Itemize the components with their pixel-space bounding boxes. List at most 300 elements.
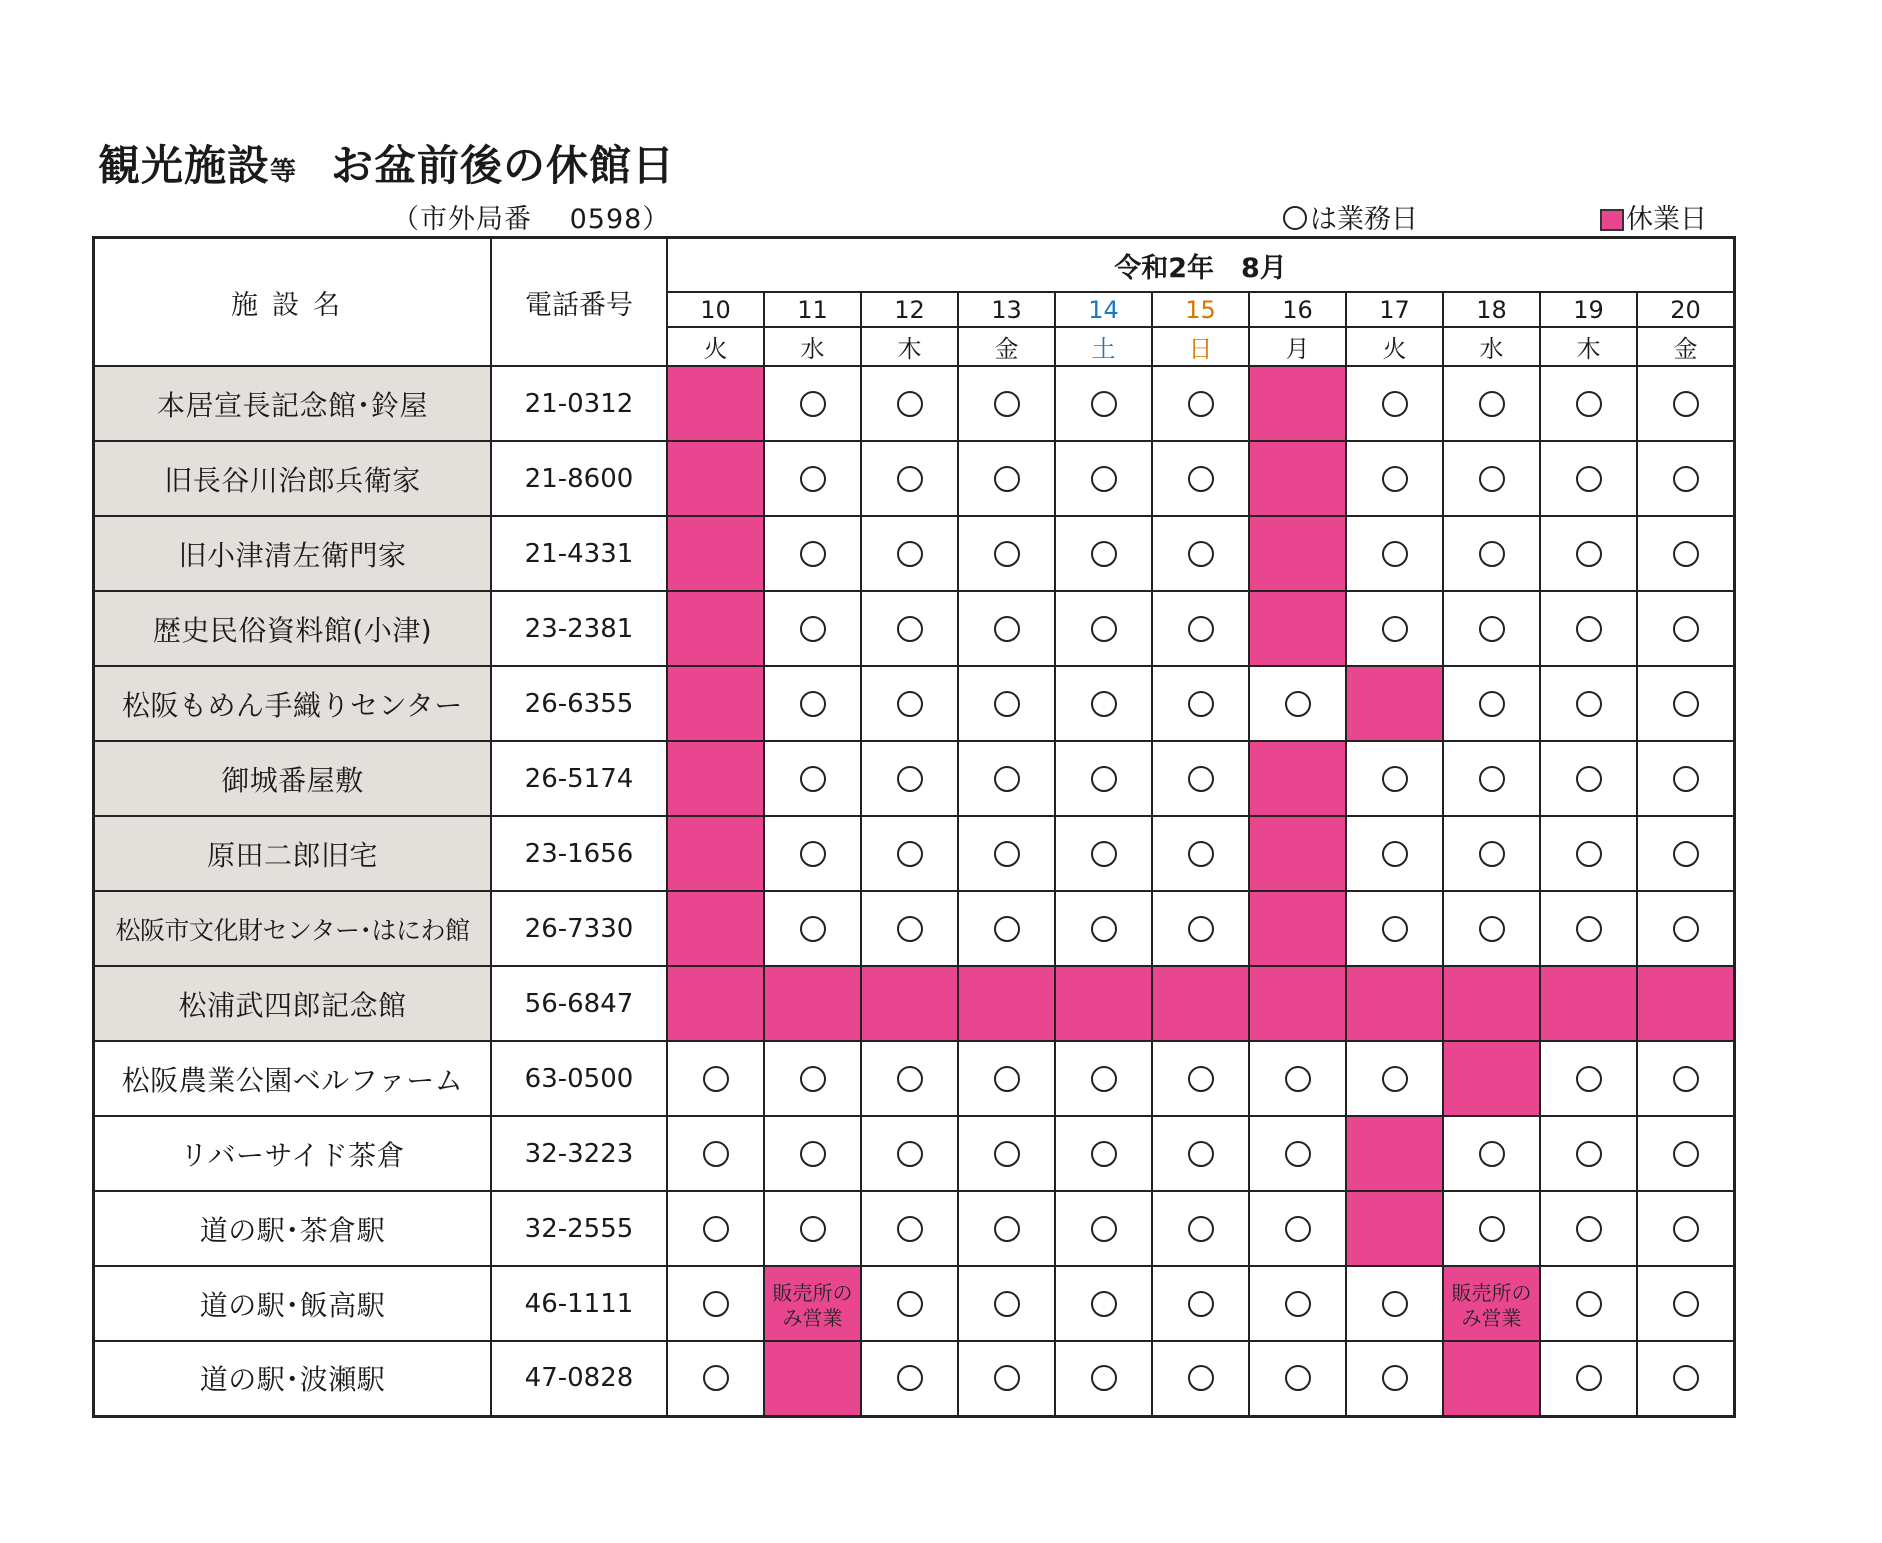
open-day-cell xyxy=(1540,1116,1637,1191)
circle-icon xyxy=(1188,691,1214,717)
open-day-cell xyxy=(1152,366,1249,441)
circle-icon xyxy=(1382,391,1408,417)
circle-icon xyxy=(994,766,1020,792)
circle-icon xyxy=(897,1141,923,1167)
open-day-cell xyxy=(958,516,1055,591)
header-day: 19 xyxy=(1540,292,1637,327)
open-day-cell xyxy=(1637,891,1735,966)
open-day-cell xyxy=(1055,1116,1152,1191)
table-row xyxy=(94,1341,1735,1416)
circle-icon xyxy=(800,916,826,942)
circle-icon xyxy=(703,1216,729,1242)
header-day: 11 xyxy=(764,292,861,327)
open-day-cell xyxy=(1540,591,1637,666)
title-subtitle: お盆前後の休館日 xyxy=(331,141,676,190)
open-day-cell xyxy=(1152,741,1249,816)
open-day-cell xyxy=(958,741,1055,816)
open-day-cell xyxy=(1443,366,1540,441)
pink-swatch-icon xyxy=(1600,209,1624,231)
circle-icon xyxy=(1091,1291,1117,1317)
circle-icon xyxy=(1188,541,1214,567)
legend-open xyxy=(1283,197,1418,236)
open-day-cell xyxy=(861,891,958,966)
open-day-cell xyxy=(1443,591,1540,666)
table-row xyxy=(94,666,1735,741)
facility-name: 松浦武四郎記念館 xyxy=(94,966,492,1041)
closed-day-cell xyxy=(667,591,764,666)
table-row xyxy=(94,441,1735,516)
closed-day-cell xyxy=(1249,441,1346,516)
partial-day-cell xyxy=(764,1266,861,1341)
open-day-cell xyxy=(1346,441,1443,516)
table-body xyxy=(94,366,1735,1416)
circle-icon xyxy=(1285,1365,1311,1391)
circle-icon xyxy=(994,616,1020,642)
facility-name: リバーサイド茶倉 xyxy=(94,1116,492,1191)
open-day-cell xyxy=(1152,1191,1249,1266)
header-day: 18 xyxy=(1443,292,1540,327)
circle-icon xyxy=(994,916,1020,942)
circle-icon xyxy=(800,391,826,417)
closed-day-cell xyxy=(1637,966,1735,1041)
header-weekday: 日 xyxy=(1152,327,1249,366)
header-weekday: 水 xyxy=(764,327,861,366)
facility-phone: 32-3223 xyxy=(491,1116,667,1191)
facility-name: 原田二郎旧宅 xyxy=(94,816,492,891)
circle-icon xyxy=(1673,841,1699,867)
open-day-cell xyxy=(861,441,958,516)
open-day-cell xyxy=(1055,666,1152,741)
circle-icon xyxy=(703,1141,729,1167)
closed-day-cell xyxy=(1249,591,1346,666)
open-day-cell xyxy=(958,1266,1055,1341)
facility-phone: 26-7330 xyxy=(491,891,667,966)
open-day-cell xyxy=(1152,1341,1249,1416)
open-day-cell xyxy=(861,516,958,591)
circle-icon xyxy=(1576,1216,1602,1242)
circle-icon xyxy=(1576,616,1602,642)
circle-icon xyxy=(1382,466,1408,492)
circle-icon xyxy=(1188,841,1214,867)
open-day-cell xyxy=(667,1041,764,1116)
open-day-cell xyxy=(1152,1266,1249,1341)
circle-icon xyxy=(1673,1365,1699,1391)
circle-icon xyxy=(1673,766,1699,792)
table-row xyxy=(94,591,1735,666)
open-day-cell xyxy=(1152,666,1249,741)
circle-icon xyxy=(703,1291,729,1317)
open-day-cell xyxy=(1152,591,1249,666)
partial-day-label: 販売所のみ営業 xyxy=(1451,1280,1532,1330)
circle-icon xyxy=(994,1216,1020,1242)
closed-day-cell xyxy=(1249,966,1346,1041)
circle-icon xyxy=(1673,1291,1699,1317)
open-day-cell xyxy=(1443,441,1540,516)
circle-icon xyxy=(1576,841,1602,867)
open-day-cell xyxy=(958,591,1055,666)
circle-icon xyxy=(1382,1365,1408,1391)
table-row xyxy=(94,966,1735,1041)
open-day-cell xyxy=(764,441,861,516)
open-day-cell xyxy=(1055,1041,1152,1116)
header-weekday: 火 xyxy=(667,327,764,366)
closed-day-cell xyxy=(667,816,764,891)
open-day-cell xyxy=(1249,666,1346,741)
header-day: 12 xyxy=(861,292,958,327)
circle-icon xyxy=(1382,616,1408,642)
circle-icon xyxy=(1479,841,1505,867)
circle-icon xyxy=(994,541,1020,567)
open-day-cell xyxy=(764,816,861,891)
circle-icon xyxy=(1188,1216,1214,1242)
open-day-cell xyxy=(764,1116,861,1191)
facility-name: 松阪市文化財センター･はにわ館 xyxy=(94,891,492,966)
open-day-cell xyxy=(1346,891,1443,966)
facility-phone: 26-6355 xyxy=(491,666,667,741)
header-weekday: 火 xyxy=(1346,327,1443,366)
closed-day-cell xyxy=(1249,516,1346,591)
open-day-cell xyxy=(1055,441,1152,516)
circle-icon xyxy=(800,1141,826,1167)
circle-icon xyxy=(800,616,826,642)
header-day: 17 xyxy=(1346,292,1443,327)
facility-phone: 32-2555 xyxy=(491,1191,667,1266)
table-row xyxy=(94,516,1735,591)
circle-icon xyxy=(897,916,923,942)
closed-day-cell xyxy=(958,966,1055,1041)
open-day-cell xyxy=(1152,516,1249,591)
closed-day-cell xyxy=(1249,741,1346,816)
circle-icon xyxy=(1091,1066,1117,1092)
circle-icon xyxy=(1091,391,1117,417)
circle-icon xyxy=(1188,1141,1214,1167)
circle-icon xyxy=(994,466,1020,492)
facility-name: 旧小津清左衛門家 xyxy=(94,516,492,591)
header-weekday: 水 xyxy=(1443,327,1540,366)
open-day-cell xyxy=(1540,891,1637,966)
open-day-cell xyxy=(1540,1341,1637,1416)
open-day-cell xyxy=(1637,1116,1735,1191)
open-day-cell xyxy=(1346,741,1443,816)
open-day-cell xyxy=(1443,1191,1540,1266)
circle-icon xyxy=(897,841,923,867)
open-day-cell xyxy=(1346,1041,1443,1116)
circle-icon xyxy=(897,1216,923,1242)
circle-icon xyxy=(1091,691,1117,717)
circle-icon xyxy=(897,1365,923,1391)
circle-icon xyxy=(1673,1141,1699,1167)
closed-day-cell xyxy=(1540,966,1637,1041)
circle-icon xyxy=(1576,1291,1602,1317)
open-day-cell xyxy=(764,591,861,666)
circle-icon xyxy=(1479,916,1505,942)
circle-icon xyxy=(1673,1066,1699,1092)
circle-icon xyxy=(1285,1216,1311,1242)
open-day-cell xyxy=(1249,1116,1346,1191)
circle-icon xyxy=(1576,916,1602,942)
circle-icon xyxy=(1479,466,1505,492)
circle-icon xyxy=(1479,541,1505,567)
circle-icon xyxy=(1673,691,1699,717)
closed-day-cell xyxy=(1249,816,1346,891)
circle-icon xyxy=(994,1291,1020,1317)
open-day-cell xyxy=(1540,1266,1637,1341)
closed-day-cell xyxy=(667,366,764,441)
circle-icon xyxy=(1188,916,1214,942)
circle-icon xyxy=(800,1216,826,1242)
circle-icon xyxy=(897,1291,923,1317)
area-code-note: （市外局番 0598） xyxy=(392,204,671,235)
open-day-cell xyxy=(1540,441,1637,516)
open-day-cell xyxy=(764,666,861,741)
closed-day-cell xyxy=(667,891,764,966)
facility-name: 松阪もめん手織りセンター xyxy=(94,666,492,741)
header-phone: 電話番号 xyxy=(491,238,667,367)
closed-day-cell xyxy=(764,1341,861,1416)
open-day-cell xyxy=(764,1041,861,1116)
open-day-cell xyxy=(1637,666,1735,741)
open-day-cell xyxy=(1540,516,1637,591)
open-day-cell xyxy=(1346,1266,1443,1341)
circle-icon xyxy=(1091,841,1117,867)
open-day-cell xyxy=(1443,1116,1540,1191)
closed-day-cell xyxy=(1346,966,1443,1041)
open-day-cell xyxy=(667,1116,764,1191)
circle-icon xyxy=(1188,1066,1214,1092)
circle-icon xyxy=(1091,1141,1117,1167)
closed-day-cell xyxy=(1346,1191,1443,1266)
page-title xyxy=(98,133,675,193)
facility-name: 本居宣長記念館･鈴屋 xyxy=(94,366,492,441)
open-day-cell xyxy=(861,1266,958,1341)
closed-day-cell xyxy=(667,966,764,1041)
facility-name: 歴史民俗資料館(小津) xyxy=(94,591,492,666)
facility-phone: 56-6847 xyxy=(491,966,667,1041)
circle-icon xyxy=(1673,541,1699,567)
circle-icon xyxy=(800,541,826,567)
open-day-cell xyxy=(1637,441,1735,516)
open-day-cell xyxy=(861,1341,958,1416)
partial-day-cell xyxy=(1443,1266,1540,1341)
open-day-cell xyxy=(861,666,958,741)
open-day-cell xyxy=(1637,816,1735,891)
circle-icon xyxy=(994,391,1020,417)
open-day-cell xyxy=(958,441,1055,516)
open-day-cell xyxy=(1055,366,1152,441)
header-month: 令和2年 8月 xyxy=(667,238,1735,293)
legend-open-label: は業務日 xyxy=(1310,204,1418,235)
open-day-cell xyxy=(764,891,861,966)
open-day-cell xyxy=(958,1191,1055,1266)
circle-icon xyxy=(1479,616,1505,642)
open-day-cell xyxy=(958,1116,1055,1191)
circle-icon xyxy=(1091,1365,1117,1391)
circle-icon xyxy=(897,766,923,792)
circle-icon xyxy=(1188,1365,1214,1391)
closed-day-cell xyxy=(861,966,958,1041)
closure-schedule-table xyxy=(92,236,1736,1418)
open-day-cell xyxy=(1540,666,1637,741)
header-weekday: 月 xyxy=(1249,327,1346,366)
open-day-cell xyxy=(958,816,1055,891)
circle-icon xyxy=(1091,616,1117,642)
table-row xyxy=(94,366,1735,441)
facility-name: 道の駅･飯高駅 xyxy=(94,1266,492,1341)
circle-icon xyxy=(1285,1141,1311,1167)
facility-phone: 47-0828 xyxy=(491,1341,667,1416)
facility-name: 松阪農業公園ベルファーム xyxy=(94,1041,492,1116)
circle-icon xyxy=(800,691,826,717)
circle-icon xyxy=(897,691,923,717)
circle-icon xyxy=(897,541,923,567)
open-day-cell xyxy=(958,1341,1055,1416)
circle-icon xyxy=(1382,1066,1408,1092)
circle-icon xyxy=(1091,916,1117,942)
open-day-cell xyxy=(1249,1191,1346,1266)
table-row xyxy=(94,1266,1735,1341)
circle-icon xyxy=(1283,206,1307,230)
circle-icon xyxy=(1382,541,1408,567)
circle-icon xyxy=(1382,916,1408,942)
open-day-cell xyxy=(1346,816,1443,891)
open-day-cell xyxy=(1540,366,1637,441)
partial-day-label: 販売所のみ営業 xyxy=(772,1280,853,1330)
header-facility-name: 施設名 xyxy=(94,238,492,367)
closed-day-cell xyxy=(1346,666,1443,741)
facility-phone: 21-8600 xyxy=(491,441,667,516)
open-day-cell xyxy=(667,1191,764,1266)
header-row-month xyxy=(94,238,1735,293)
open-day-cell xyxy=(1637,366,1735,441)
title-suffix: 等 xyxy=(270,157,298,187)
open-day-cell xyxy=(667,1266,764,1341)
circle-icon xyxy=(1479,766,1505,792)
circle-icon xyxy=(1091,541,1117,567)
open-day-cell xyxy=(764,741,861,816)
table-row xyxy=(94,1116,1735,1191)
circle-icon xyxy=(1382,766,1408,792)
open-day-cell xyxy=(1152,1116,1249,1191)
open-day-cell xyxy=(1540,1191,1637,1266)
open-day-cell xyxy=(1055,891,1152,966)
circle-icon xyxy=(1285,1291,1311,1317)
open-day-cell xyxy=(1637,1191,1735,1266)
circle-icon xyxy=(1673,391,1699,417)
closed-day-cell xyxy=(667,741,764,816)
circle-icon xyxy=(1285,1066,1311,1092)
open-day-cell xyxy=(861,591,958,666)
open-day-cell xyxy=(1055,1341,1152,1416)
header-weekday: 土 xyxy=(1055,327,1152,366)
open-day-cell xyxy=(958,366,1055,441)
circle-icon xyxy=(703,1365,729,1391)
circle-icon xyxy=(1576,466,1602,492)
circle-icon xyxy=(1091,466,1117,492)
circle-icon xyxy=(1673,466,1699,492)
closed-day-cell xyxy=(1443,1341,1540,1416)
open-day-cell xyxy=(1249,1341,1346,1416)
circle-icon xyxy=(1673,1216,1699,1242)
open-day-cell xyxy=(1346,1341,1443,1416)
circle-icon xyxy=(1576,1365,1602,1391)
circle-icon xyxy=(1673,616,1699,642)
header-day: 14 xyxy=(1055,292,1152,327)
circle-icon xyxy=(1382,841,1408,867)
circle-icon xyxy=(1188,1291,1214,1317)
closed-day-cell xyxy=(1443,966,1540,1041)
open-day-cell xyxy=(1055,591,1152,666)
circle-icon xyxy=(1285,691,1311,717)
open-day-cell xyxy=(958,666,1055,741)
open-day-cell xyxy=(1346,366,1443,441)
facility-name: 御城番屋敷 xyxy=(94,741,492,816)
circle-icon xyxy=(800,766,826,792)
open-day-cell xyxy=(1152,1041,1249,1116)
circle-icon xyxy=(1576,391,1602,417)
header-day: 20 xyxy=(1637,292,1735,327)
header-weekday: 金 xyxy=(958,327,1055,366)
open-day-cell xyxy=(1152,441,1249,516)
open-day-cell xyxy=(764,1191,861,1266)
closed-day-cell xyxy=(1152,966,1249,1041)
circle-icon xyxy=(897,466,923,492)
table-row xyxy=(94,891,1735,966)
circle-icon xyxy=(897,1066,923,1092)
open-day-cell xyxy=(1055,516,1152,591)
open-day-cell xyxy=(861,1116,958,1191)
circle-icon xyxy=(1188,391,1214,417)
open-day-cell xyxy=(1346,591,1443,666)
open-day-cell xyxy=(861,816,958,891)
facility-phone: 21-4331 xyxy=(491,516,667,591)
header-weekday: 木 xyxy=(1540,327,1637,366)
closed-day-cell xyxy=(1443,1041,1540,1116)
circle-icon xyxy=(1479,391,1505,417)
circle-icon xyxy=(994,691,1020,717)
circle-icon xyxy=(1576,1066,1602,1092)
circle-icon xyxy=(1188,466,1214,492)
table-row xyxy=(94,741,1735,816)
circle-icon xyxy=(800,1066,826,1092)
circle-icon xyxy=(800,841,826,867)
circle-icon xyxy=(1382,1291,1408,1317)
circle-icon xyxy=(1091,766,1117,792)
open-day-cell xyxy=(1152,816,1249,891)
circle-icon xyxy=(1673,916,1699,942)
open-day-cell xyxy=(861,741,958,816)
open-day-cell xyxy=(1637,741,1735,816)
open-day-cell xyxy=(861,366,958,441)
circle-icon xyxy=(897,391,923,417)
facility-name: 道の駅･茶倉駅 xyxy=(94,1191,492,1266)
legend-closed-label: 休業日 xyxy=(1626,204,1707,235)
circle-icon xyxy=(897,616,923,642)
facility-phone: 23-2381 xyxy=(491,591,667,666)
circle-icon xyxy=(800,466,826,492)
open-day-cell xyxy=(1540,816,1637,891)
circle-icon xyxy=(1576,541,1602,567)
facility-name: 旧長谷川治郎兵衛家 xyxy=(94,441,492,516)
open-day-cell xyxy=(1443,666,1540,741)
open-day-cell xyxy=(1055,741,1152,816)
facility-phone: 46-1111 xyxy=(491,1266,667,1341)
circle-icon xyxy=(994,1365,1020,1391)
open-day-cell xyxy=(1637,591,1735,666)
closed-day-cell xyxy=(1249,891,1346,966)
circle-icon xyxy=(1188,766,1214,792)
open-day-cell xyxy=(1346,516,1443,591)
closed-day-cell xyxy=(667,516,764,591)
